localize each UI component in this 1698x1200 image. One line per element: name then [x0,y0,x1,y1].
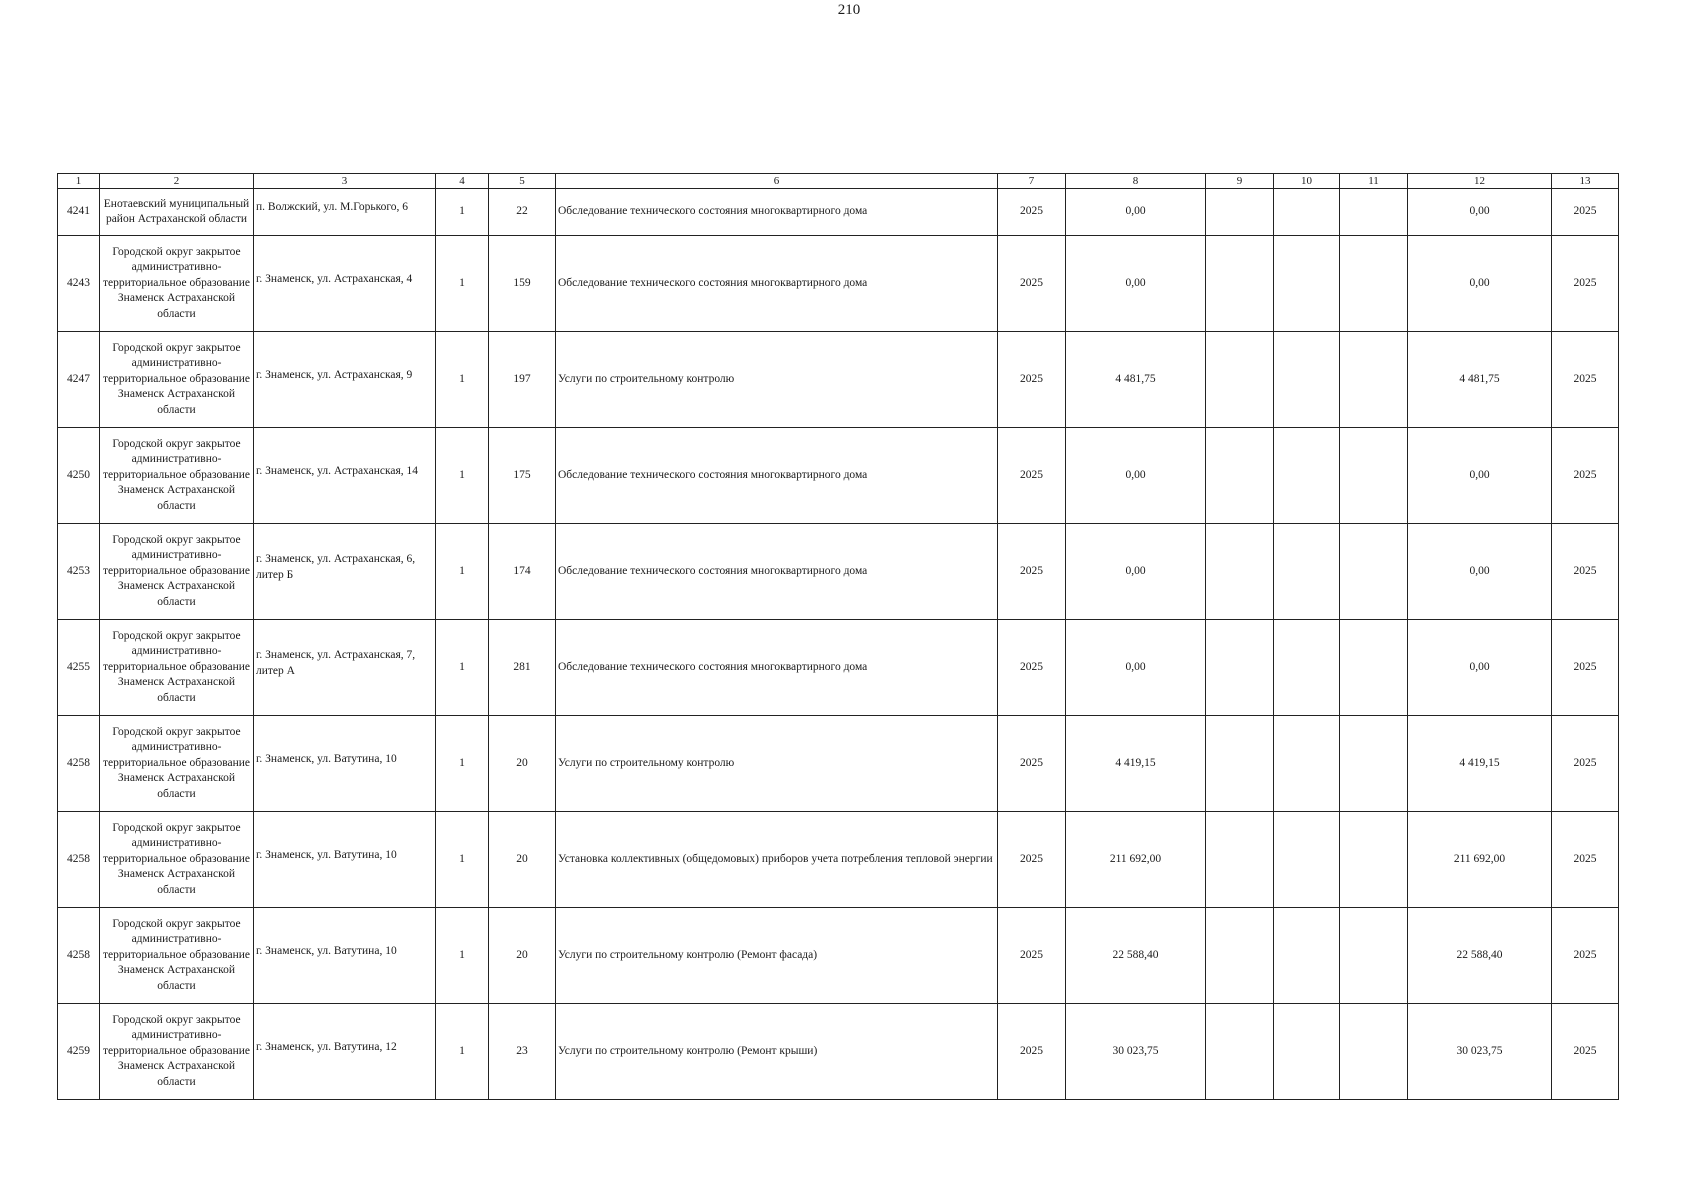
col9-cell [1206,236,1274,332]
col10-cell [1274,1004,1340,1100]
address-text: г. Знаменск, ул. Ватутина, 12 [256,1040,397,1053]
fund-cost-cell: 0,00 [1408,524,1552,620]
address-cell [254,1004,436,1100]
col4-cell: 1 [436,332,489,428]
col10-cell [1274,428,1340,524]
work-type-cell: Обследование технического состояния многоквартирного дома [556,189,998,236]
col9-cell [1206,1004,1274,1100]
address-cell [254,908,436,1004]
total-cost-cell: 0,00 [1066,236,1206,332]
table-row [58,524,1619,620]
column-number: 8 [1066,174,1206,189]
plan-year-cell: 2025 [1552,332,1619,428]
address-text: г. Знаменск, ул. Астраханская, 14 [256,464,419,477]
total-cost-cell: 0,00 [1066,189,1206,236]
table-row [58,189,1619,236]
record-number: 4258 [58,812,100,908]
table-row [58,812,1619,908]
municipality-cell: Городской округ закрытое административно-территориальное образование Знаменск Астраханской области [100,812,254,908]
municipality-cell: Городской округ закрытое административно-территориальное образование Знаменск Астраханской области [100,620,254,716]
address-text: г. Знаменск, ул. Астраханская, 4 [256,272,413,285]
fund-cost-cell: 211 692,00 [1408,812,1552,908]
record-number: 4259 [58,1004,100,1100]
year-cell: 2025 [998,524,1066,620]
col5-cell: 281 [489,620,556,716]
year-cell: 2025 [998,716,1066,812]
total-cost-cell: 0,00 [1066,428,1206,524]
municipality-cell: Городской округ закрытое административно-территориальное образование Знаменск Астраханской области [100,428,254,524]
total-cost-cell: 4 481,75 [1066,332,1206,428]
total-cost-cell: 0,00 [1066,620,1206,716]
work-type-cell: Обследование технического состояния многоквартирного дома [556,620,998,716]
fund-cost-cell: 4 419,15 [1408,716,1552,812]
column-number: 5 [489,174,556,189]
address-cell [254,236,436,332]
municipality-cell: Городской округ закрытое административно-территориальное образование Знаменск Астраханской области [100,1004,254,1100]
table-row [58,428,1619,524]
column-number: 9 [1206,174,1274,189]
table-row [58,236,1619,332]
work-type-cell: Обследование технического состояния многоквартирного дома [556,236,998,332]
address-text: п. Волжский, ул. М.Горького, 6 [256,201,409,214]
plan-year-cell: 2025 [1552,428,1619,524]
col10-cell [1274,236,1340,332]
work-type-cell: Услуги по строительному контролю [556,716,998,812]
col10-cell [1274,812,1340,908]
address-cell [254,189,436,236]
col10-cell [1274,716,1340,812]
table-row [58,908,1619,1004]
col9-cell [1206,332,1274,428]
column-number: 7 [998,174,1066,189]
col5-cell: 174 [489,524,556,620]
col4-cell: 1 [436,908,489,1004]
plan-year-cell: 2025 [1552,236,1619,332]
year-cell: 2025 [998,332,1066,428]
municipality-cell: Городской округ закрытое административно-территориальное образование Знаменск Астраханской области [100,908,254,1004]
col10-cell [1274,189,1340,236]
column-number: 13 [1552,174,1619,189]
col5-cell: 197 [489,332,556,428]
column-number: 6 [556,174,998,189]
col5-cell: 20 [489,716,556,812]
column-number: 10 [1274,174,1340,189]
record-number: 4258 [58,908,100,1004]
year-cell: 2025 [998,236,1066,332]
fund-cost-cell: 0,00 [1408,428,1552,524]
plan-year-cell: 2025 [1552,908,1619,1004]
municipality-cell: Городской округ закрытое административно-территориальное образование Знаменск Астраханской области [100,332,254,428]
plan-year-cell: 2025 [1552,189,1619,236]
column-number-row [58,174,1619,189]
col4-cell: 1 [436,428,489,524]
col5-cell: 175 [489,428,556,524]
plan-year-cell: 2025 [1552,716,1619,812]
col5-cell: 20 [489,908,556,1004]
address-cell [254,524,436,620]
col11-cell [1340,1004,1408,1100]
col9-cell [1206,524,1274,620]
address-text: г. Знаменск, ул. Астраханская, 9 [256,368,413,381]
col4-cell: 1 [436,189,489,236]
municipality-cell: Городской округ закрытое административно-территориальное образование Знаменск Астраханской области [100,524,254,620]
column-number: 12 [1408,174,1552,189]
column-number: 1 [58,174,100,189]
table-row [58,1004,1619,1100]
col11-cell [1340,524,1408,620]
col11-cell [1340,428,1408,524]
register-table [57,173,1619,1100]
column-number: 2 [100,174,254,189]
address-cell [254,332,436,428]
year-cell: 2025 [998,428,1066,524]
total-cost-cell: 0,00 [1066,524,1206,620]
address-text: г. Знаменск, ул. Ватутина, 10 [256,848,397,861]
address-text: г. Знаменск, ул. Ватутина, 10 [256,752,397,765]
plan-year-cell: 2025 [1552,812,1619,908]
total-cost-cell: 30 023,75 [1066,1004,1206,1100]
fund-cost-cell: 0,00 [1408,620,1552,716]
col9-cell [1206,620,1274,716]
col11-cell [1340,620,1408,716]
year-cell: 2025 [998,1004,1066,1100]
table-row [58,716,1619,812]
col4-cell: 1 [436,716,489,812]
record-number: 4258 [58,716,100,812]
record-number: 4243 [58,236,100,332]
municipality-cell: Городской округ закрытое административно-территориальное образование Знаменск Астраханской области [100,716,254,812]
year-cell: 2025 [998,908,1066,1004]
municipality-cell: Городской округ закрытое административно-территориальное образование Знаменск Астраханской области [100,236,254,332]
fund-cost-cell: 0,00 [1408,236,1552,332]
work-type-cell: Обследование технического состояния многоквартирного дома [556,428,998,524]
address-cell [254,716,436,812]
total-cost-cell: 4 419,15 [1066,716,1206,812]
fund-cost-cell: 30 023,75 [1408,1004,1552,1100]
col5-cell: 23 [489,1004,556,1100]
record-number: 4250 [58,428,100,524]
fund-cost-cell: 4 481,75 [1408,332,1552,428]
table-row [58,332,1619,428]
record-number: 4253 [58,524,100,620]
col9-cell [1206,908,1274,1004]
col10-cell [1274,524,1340,620]
col10-cell [1274,620,1340,716]
col10-cell [1274,332,1340,428]
column-number: 3 [254,174,436,189]
col5-cell: 22 [489,189,556,236]
work-type-cell: Услуги по строительному контролю [556,332,998,428]
col5-cell: 20 [489,812,556,908]
work-type-cell: Обследование технического состояния многоквартирного дома [556,524,998,620]
work-type-cell: Услуги по строительному контролю (Ремонт фасада) [556,908,998,1004]
col4-cell: 1 [436,236,489,332]
work-type-cell: Установка коллективных (общедомовых) приборов учета потребления тепловой энергии [556,812,998,908]
col9-cell [1206,428,1274,524]
col4-cell: 1 [436,524,489,620]
work-type-cell: Услуги по строительному контролю (Ремонт крыши) [556,1004,998,1100]
fund-cost-cell: 22 588,40 [1408,908,1552,1004]
record-number: 4247 [58,332,100,428]
record-number: 4241 [58,189,100,236]
col11-cell [1340,812,1408,908]
municipality-cell: Енотаевский муниципальный район Астраханской области [100,189,254,236]
col9-cell [1206,812,1274,908]
col9-cell [1206,189,1274,236]
col11-cell [1340,189,1408,236]
year-cell: 2025 [998,189,1066,236]
col11-cell [1340,236,1408,332]
address-text: г. Знаменск, ул. Астраханская, 7, литер А [256,649,416,677]
col11-cell [1340,908,1408,1004]
year-cell: 2025 [998,620,1066,716]
plan-year-cell: 2025 [1552,620,1619,716]
column-number: 11 [1340,174,1408,189]
col11-cell [1340,716,1408,812]
year-cell: 2025 [998,812,1066,908]
total-cost-cell: 211 692,00 [1066,812,1206,908]
page-number: 210 [837,2,861,18]
address-text: г. Знаменск, ул. Ватутина, 10 [256,944,397,957]
record-number: 4255 [58,620,100,716]
column-number: 4 [436,174,489,189]
col4-cell: 1 [436,1004,489,1100]
col5-cell: 159 [489,236,556,332]
address-text: г. Знаменск, ул. Астраханская, 6, литер Б [256,553,416,581]
table-row [58,620,1619,716]
address-cell [254,812,436,908]
col4-cell: 1 [436,812,489,908]
address-cell [254,620,436,716]
col11-cell [1340,332,1408,428]
col4-cell: 1 [436,620,489,716]
plan-year-cell: 2025 [1552,1004,1619,1100]
col10-cell [1274,908,1340,1004]
col9-cell [1206,716,1274,812]
fund-cost-cell: 0,00 [1408,189,1552,236]
total-cost-cell: 22 588,40 [1066,908,1206,1004]
plan-year-cell: 2025 [1552,524,1619,620]
address-cell [254,428,436,524]
